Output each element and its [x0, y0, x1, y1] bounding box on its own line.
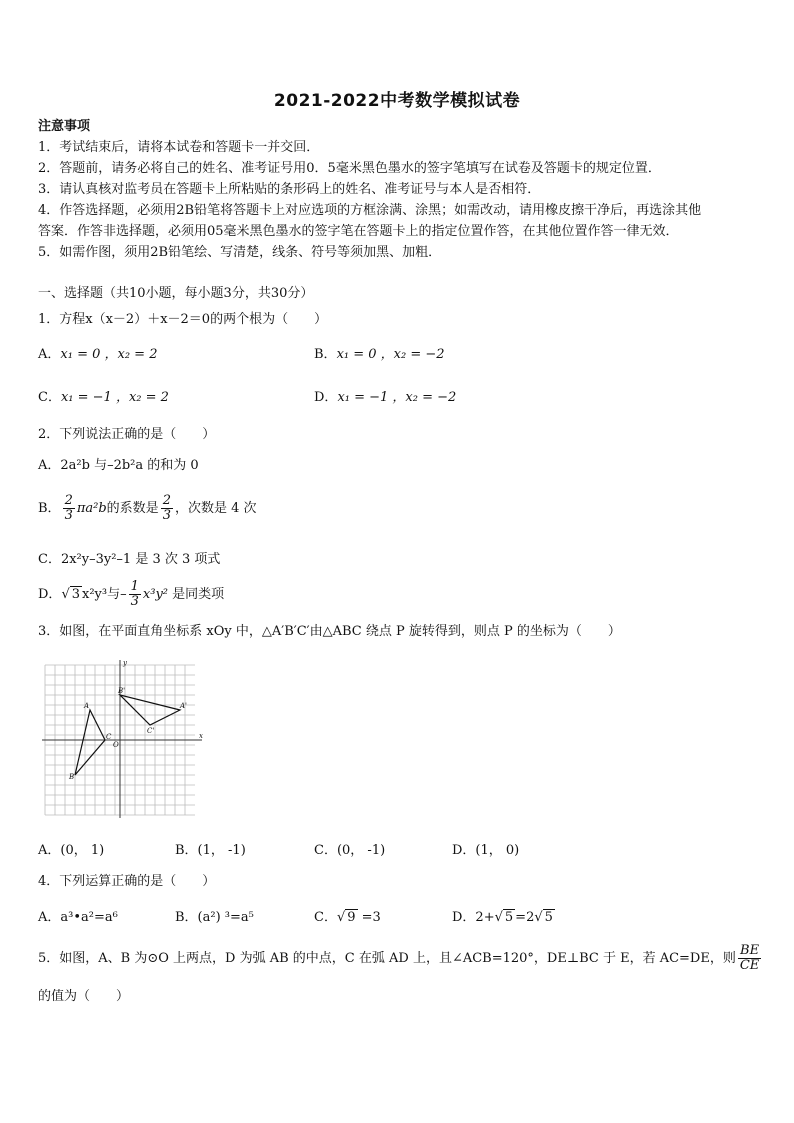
q3-option-a: A．(0， 1)	[38, 843, 105, 858]
q1-option-c: C．x₁ = −1 ，x₂ = 2	[38, 390, 169, 405]
q3-option-d: D．(1， 0)	[452, 843, 520, 858]
x-axis-label: x	[199, 732, 203, 740]
notice-item-1: 1．考试结束后，请将本试卷和答题卡一并交回．	[38, 140, 320, 155]
axes	[42, 660, 202, 818]
q3-stem: 3．如图，在平面直角坐标系 xOy 中，△A′B′C′由△ABC 绕点 P 旋转得到，则点 P 的坐标为（ ）	[38, 624, 621, 639]
y-axis-label: y	[123, 660, 127, 667]
q2-option-d: D．√ 3 x²y³与– $\frac{1}{3}$ x³y² 是同类项	[38, 579, 225, 609]
q4-option-b: B．(a²) ³=a⁵	[175, 910, 254, 925]
point-a-label: A	[84, 702, 90, 710]
notice-item-4-cont: 答案．作答非选择题，必须用05毫米黑色墨水的签字笔在答题卡上的指定位置作答，在其他位置作答一律无效．	[38, 224, 679, 239]
notice-item-2: 2．答题前，请务必将自己的姓名、准考证号用0．5毫米黑色墨水的签字笔填写在试卷及答题卡的规定位置．	[38, 161, 661, 176]
fraction: $\frac{2}{3}$	[162, 493, 171, 523]
sqrt: √ 5	[494, 910, 514, 925]
point-c1-label: C'	[147, 727, 155, 735]
notice-heading: 注意事项	[38, 119, 91, 134]
notice-item-3: 3．请认真核对监考员在答题卡上所粘贴的条形码上的姓名、准考证号与本人是否相符．	[38, 182, 541, 197]
q3-option-b: B．(1， -1)	[175, 843, 246, 858]
fraction: $\frac{2}{3}$	[64, 493, 73, 523]
fraction: $\frac{BE}{CE}$	[739, 943, 760, 973]
point-a1-label: A'	[180, 702, 187, 710]
q2-option-a: A．2a²b 与–2b²a 的和为 0	[38, 458, 199, 473]
notice-item-5: 5．如需作图，须用2B铅笔绘、写清楚，线条、符号等须加黑、加粗．	[38, 245, 442, 260]
fraction: $\frac{1}{3}$	[130, 579, 139, 609]
q4-option-c: C．√ 9 =3	[314, 910, 381, 925]
q1-stem: 1．方程x（x－2）＋x－2＝0的两个根为（ ）	[38, 312, 328, 327]
q2-option-b: B． $\frac{2}{3}$ πa²b的系数是 $\frac{2}{3}$ ，次数是 4 次	[38, 493, 257, 523]
point-b1-label: B'	[118, 687, 126, 695]
sqrt: √ 5	[534, 910, 553, 925]
q1-option-a: A．x₁ = 0 ，x₂ = 2	[38, 347, 158, 362]
section-heading: 一、选择题（共10小题，每小题3分，共30分）	[38, 286, 314, 301]
point-b-label: B	[69, 773, 75, 781]
q2-stem: 2．下列说法正确的是（ ）	[38, 427, 216, 442]
triangle-a1b1c1	[120, 695, 180, 725]
q1-option-d: D．x₁ = −1 ，x₂ = −2	[314, 390, 457, 405]
notice-item-4: 4．作答选择题，必须用2B铅笔将答题卡上对应选项的方框涂满、涂黑；如需改动，请用橡皮擦干净后，再选涂其他	[38, 203, 702, 218]
origin-label: O	[113, 741, 119, 749]
point-c-label: C	[106, 733, 112, 741]
q2-option-c: C．2x²y–3y²–1 是 3 次 3 项式	[38, 552, 221, 567]
page-title: 2021-2022中考数学模拟试卷	[273, 91, 521, 111]
q5-stem: 5．如图，A、B 为⊙O 上两点，D 为弧 AB 的中点，C 在弧 AD 上，且∠ACB=120°，DE⊥BC 于 E，若 AC=DE，则 $\frac{BE}{CE}$	[38, 943, 760, 973]
sqrt: √ 3	[61, 587, 81, 602]
q3-option-c: C．(0， -1)	[314, 843, 386, 858]
sqrt: √ 9	[336, 910, 356, 925]
q4-stem: 4．下列运算正确的是（ ）	[38, 874, 216, 889]
q4-option-a: A．a³•a²=a⁶	[38, 910, 118, 925]
coordinate-grid-figure	[40, 660, 210, 820]
q1-option-b: B．x₁ = 0 ，x₂ = −2	[314, 347, 445, 362]
q5-stem-cont: 的值为（ ）	[38, 989, 130, 1004]
q4-option-d: D．2+√ 5 =2√ 5	[452, 910, 553, 925]
